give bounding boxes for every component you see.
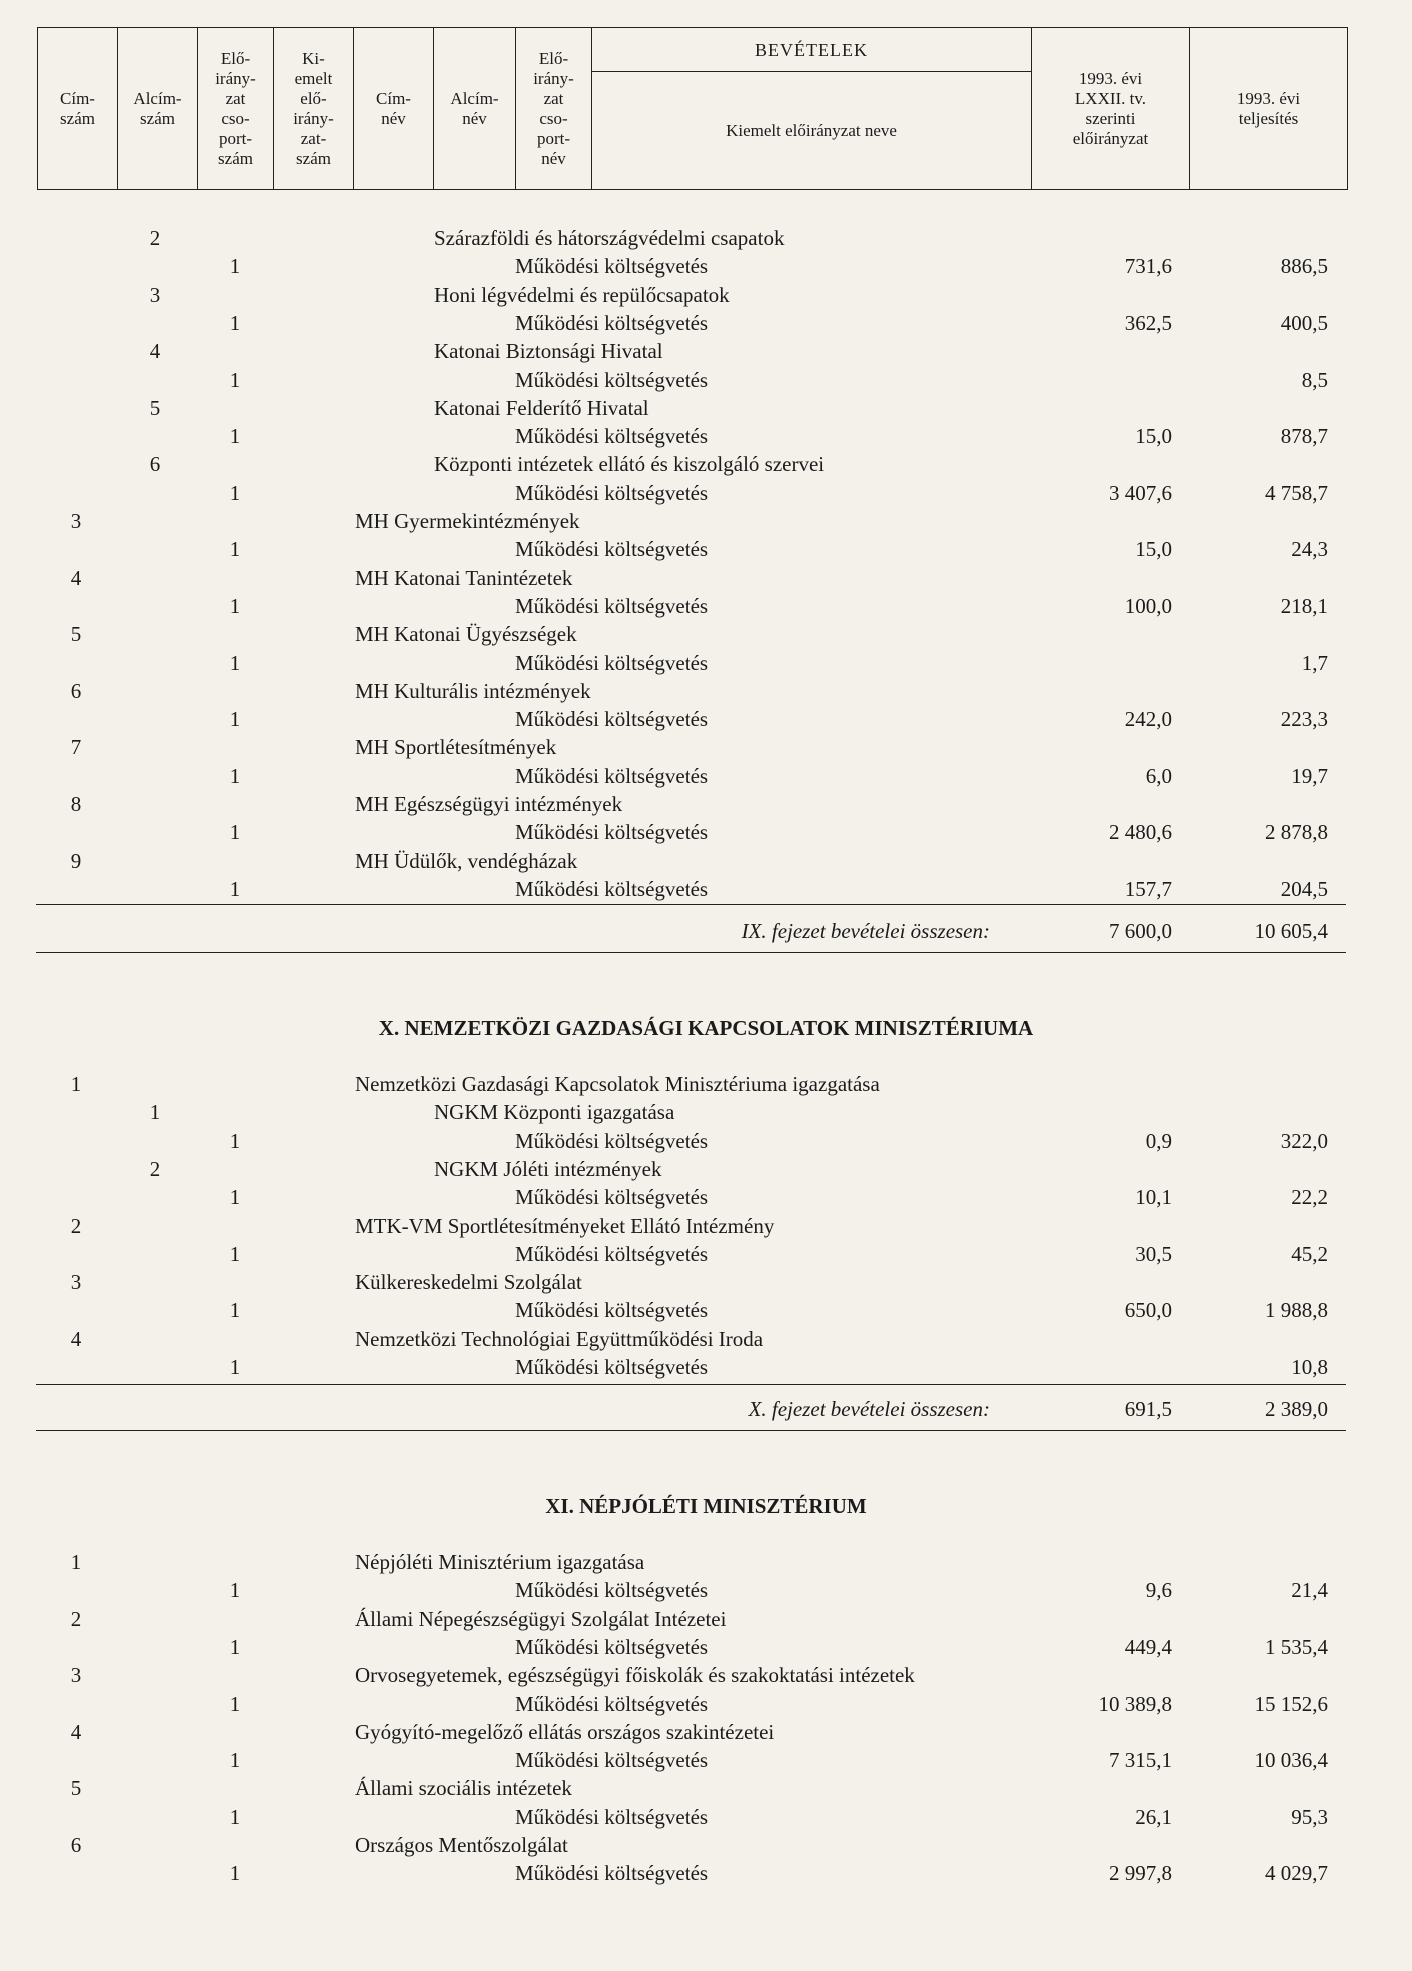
eloiranyzat-value: 2 997,8 [1109,1861,1172,1886]
cim-szam-cell: 5 [70,622,82,647]
teljesites-value: 45,2 [1291,1241,1328,1266]
eloiranyzat-value: 2 480,6 [1109,820,1172,845]
table-row [0,847,1412,875]
table-row [0,535,1412,563]
divider-line [36,952,1346,953]
header-cim-nev: Cím- név [354,28,434,190]
eloiranyzat-szam-cell: 1 [229,367,241,392]
name-cell: MH Kulturális intézmények [355,678,591,703]
cim-szam-cell: 1 [70,1550,82,1574]
teljesites-value: 10,8 [1291,1355,1328,1379]
name-cell: Működési költségvetés [515,310,709,335]
eloiranyzat-szam-cell: 1 [229,1128,241,1153]
table-row [0,620,1412,648]
eloiranyzat-value: 0,9 [1145,1128,1172,1153]
name-cell: MTK-VM Sportlétesítményeket Ellátó Intézmény [355,1213,775,1238]
header-eloiranyzat-csoport-szam: Elő- irány- zat cso- port- szám [198,28,274,190]
header-alcim-nev: Alcím- név [434,28,516,190]
table-row [0,1098,1412,1126]
name-cell: Működési költségvetés [515,820,709,845]
table-row [0,564,1412,592]
eloiranyzat-szam-cell: 1 [229,1634,241,1659]
table-row [0,479,1412,507]
cim-szam-cell: 7 [70,735,82,760]
teljesites-value: 322,0 [1280,1128,1328,1153]
cim-szam-cell: 3 [70,1270,82,1295]
cim-szam-cell: 4 [70,1719,82,1744]
name-cell: Honi légvédelmi és repülőcsapatok [434,282,730,307]
eloiranyzat-szam-cell: 1 [229,537,241,562]
alcim-szam-cell: 1 [149,1100,161,1125]
cim-szam-cell: 9 [70,848,82,873]
table-row [0,224,1412,252]
alcim-szam-cell: 6 [149,452,161,477]
table-row [0,252,1412,280]
name-cell: Működési költségvetés [515,254,709,279]
total-eloiranyzat: 691,5 [1124,1397,1172,1421]
name-cell: Működési költségvetés [515,1355,709,1379]
table-row [0,875,1412,903]
section-title-xi: XI. NÉPJÓLÉTI MINISZTÉRIUM [545,1494,867,1518]
name-cell: Működési költségvetés [515,763,709,788]
teljesites-value: 15 152,6 [1254,1691,1328,1716]
eloiranyzat-value: 30,5 [1135,1241,1172,1266]
table-row [0,1325,1412,1353]
name-cell: NGKM Központi igazgatása [434,1100,675,1125]
teljesites-value: 19,7 [1291,763,1328,788]
divider-line [36,904,1346,905]
table-row [0,1746,1412,1774]
teljesites-value: 1 988,8 [1265,1298,1328,1323]
divider-line [36,1430,1346,1431]
table-row [0,818,1412,846]
name-cell: Működési költségvetés [515,1128,709,1153]
alcim-szam-cell: 2 [149,226,161,250]
name-cell: MH Üdülők, vendégházak [355,848,578,873]
name-cell: Katonai Felderítő Hivatal [434,395,649,420]
eloiranyzat-szam-cell: 1 [229,1804,241,1829]
table-row [0,677,1412,705]
header-eloiranyzat-1993: 1993. évi LXXII. tv. szerinti előirányzat [1032,28,1190,190]
teljesites-value: 1 535,4 [1265,1634,1328,1659]
name-cell: Működési költségvetés [515,537,709,562]
table-row [0,649,1412,677]
teljesites-value: 10 036,4 [1254,1748,1328,1773]
eloiranyzat-value: 242,0 [1124,707,1172,732]
header-cim-szam: Cím- szám [38,28,118,190]
eloiranyzat-szam-cell: 1 [229,1185,241,1210]
cim-szam-cell: 4 [70,565,82,590]
eloiranyzat-value: 9,6 [1145,1578,1172,1603]
total-label: IX. fejezet bevételei összesen: [741,919,990,943]
table-row [0,507,1412,535]
name-cell: Működési költségvetés [515,424,709,449]
eloiranyzat-szam-cell: 1 [229,1355,241,1379]
table-row [0,1633,1412,1661]
name-cell: Szárazföldi és hátországvédelmi csapatok [434,226,785,250]
teljesites-value: 204,5 [1280,876,1328,901]
eloiranyzat-szam-cell: 1 [229,1748,241,1773]
eloiranyzat-szam-cell: 1 [229,1298,241,1323]
header-alcim-szam: Alcím- szám [118,28,198,190]
section-title-x: X. NEMZETKÖZI GAZDASÁGI KAPCSOLATOK MINISZTÉRIUMA [378,1016,1034,1040]
teljesites-value: 21,4 [1291,1578,1328,1603]
name-cell: Működési költségvetés [515,1748,709,1773]
header-kiemelt-nev: Kiemelt előirányzat neve [592,72,1032,190]
eloiranyzat-value: 157,7 [1124,876,1172,901]
name-cell: Orvosegyetemek, egészségügyi főiskolák és szakoktatási intézetek [355,1663,915,1688]
eloiranyzat-value: 26,1 [1135,1804,1172,1829]
name-cell: Katonai Biztonsági Hivatal [434,339,663,364]
table-row [0,1353,1412,1381]
alcim-szam-cell: 4 [149,339,161,364]
table-row [0,733,1412,761]
cim-szam-cell: 5 [70,1776,82,1801]
eloiranyzat-value: 10 389,8 [1098,1691,1172,1716]
eloiranyzat-szam-cell: 1 [229,593,241,618]
table-row [0,1212,1412,1240]
eloiranyzat-szam-cell: 1 [229,1578,241,1603]
column-header-table [37,27,1348,190]
table-row [0,1296,1412,1324]
name-cell: MH Sportlétesítmények [355,735,557,760]
cim-szam-cell: 1 [70,1072,82,1096]
teljesites-value: 1,7 [1301,650,1328,675]
table-row [0,1605,1412,1633]
name-cell: Gyógyító-megelőző ellátás országos szakintézetei [355,1719,775,1744]
name-cell: Működési költségvetés [515,1634,709,1659]
cim-szam-cell: 2 [70,1606,82,1631]
teljesites-value: 2 878,8 [1265,820,1328,845]
header-bevetelek: BEVÉTELEK [592,28,1032,72]
table-row [0,422,1412,450]
name-cell: Működési költségvetés [515,707,709,732]
name-cell: Működési költségvetés [515,1861,709,1886]
teljesites-value: 878,7 [1280,424,1328,449]
table-row [0,450,1412,478]
name-cell: MH Egészségügyi intézmények [355,792,623,816]
eloiranyzat-value: 15,0 [1135,424,1172,449]
total-eloiranyzat: 7 600,0 [1109,919,1172,943]
teljesites-value: 886,5 [1280,254,1328,279]
eloiranyzat-value: 650,0 [1124,1298,1172,1323]
table-row [0,1576,1412,1604]
eloiranyzat-szam-cell: 1 [229,763,241,788]
total-row-x [0,1395,1412,1423]
table-row [0,1240,1412,1268]
name-cell: Nemzetközi Technológiai Együttműködési Iroda [355,1326,764,1351]
table-row [0,1831,1412,1859]
table-row [0,309,1412,337]
eloiranyzat-szam-cell: 1 [229,650,241,675]
total-teljesites: 10 605,4 [1254,919,1328,943]
name-cell: Állami Népegészségügyi Szolgálat Intézetei [355,1606,727,1631]
name-cell: MH Gyermekintézmények [355,509,580,533]
eloiranyzat-szam-cell: 1 [229,1691,241,1716]
teljesites-value: 95,3 [1291,1804,1328,1829]
eloiranyzat-value: 100,0 [1124,593,1172,618]
name-cell: Működési költségvetés [515,1578,709,1603]
alcim-szam-cell: 3 [149,282,161,307]
cim-szam-cell: 3 [70,1663,82,1688]
table-row [0,1661,1412,1689]
table-row [0,366,1412,394]
eloiranyzat-szam-cell: 1 [229,424,241,449]
eloiranyzat-value: 362,5 [1124,310,1172,335]
eloiranyzat-value: 10,1 [1135,1185,1172,1210]
name-cell: Működési költségvetés [515,1241,709,1266]
table-row [0,1268,1412,1296]
name-cell: Országos Mentőszolgálat [355,1833,568,1857]
divider-line [36,1384,1346,1385]
name-cell: Nemzetközi Gazdasági Kapcsolatok Minisztériuma igazgatása [355,1072,880,1096]
name-cell: Működési költségvetés [515,1691,709,1716]
teljesites-value: 4 758,7 [1265,480,1328,505]
name-cell: Működési költségvetés [515,593,709,618]
alcim-szam-cell: 2 [149,1156,161,1181]
name-cell: Működési költségvetés [515,650,709,675]
eloiranyzat-szam-cell: 1 [229,310,241,335]
table-row [0,1548,1412,1576]
eloiranyzat-szam-cell: 1 [229,480,241,505]
cim-szam-cell: 3 [70,509,82,533]
table-row [0,1859,1412,1887]
teljesites-value: 223,3 [1280,707,1328,732]
alcim-szam-cell: 5 [149,395,161,420]
name-cell: Működési költségvetés [515,367,709,392]
table-row [0,705,1412,733]
teljesites-value: 218,1 [1280,593,1328,618]
name-cell: Központi intézetek ellátó és kiszolgáló szervei [434,452,825,477]
table-row [0,790,1412,818]
eloiranyzat-szam-cell: 1 [229,1861,241,1886]
header-kiemelt-eloiranyzat-szam: Ki- emelt elő- irány- zat- szám [274,28,354,190]
teljesites-value: 400,5 [1280,310,1328,335]
eloiranyzat-value: 6,0 [1145,763,1172,788]
cim-szam-cell: 6 [70,1833,82,1857]
table-row [0,1718,1412,1746]
eloiranyzat-value: 7 315,1 [1109,1748,1172,1773]
table-row [0,1803,1412,1831]
table-row [0,1155,1412,1183]
cim-szam-cell: 8 [70,792,82,816]
table-row [0,1690,1412,1718]
teljesites-value: 22,2 [1291,1185,1328,1210]
eloiranyzat-value: 449,4 [1124,1634,1172,1659]
name-cell: Működési költségvetés [515,1185,709,1210]
teljesites-value: 24,3 [1291,537,1328,562]
eloiranyzat-szam-cell: 1 [229,1241,241,1266]
table-row [0,1183,1412,1211]
table-row [0,337,1412,365]
eloiranyzat-value: 15,0 [1135,537,1172,562]
table-row [0,592,1412,620]
table-row [0,1070,1412,1098]
eloiranyzat-value: 3 407,6 [1109,480,1172,505]
name-cell: NGKM Jóléti intézmények [434,1156,662,1181]
total-teljesites: 2 389,0 [1265,1397,1328,1421]
name-cell: MH Katonai Ügyészségek [355,622,577,647]
header-eloiranyzat-csoport-nev: Elő- irány- zat cso- port- név [516,28,592,190]
name-cell: Működési költségvetés [515,876,709,901]
eloiranyzat-szam-cell: 1 [229,820,241,845]
name-cell: Külkereskedelmi Szolgálat [355,1270,582,1295]
teljesites-value: 8,5 [1301,367,1328,392]
name-cell: Állami szociális intézetek [355,1776,572,1801]
name-cell: Népjóléti Minisztérium igazgatása [355,1550,645,1574]
teljesites-value: 4 029,7 [1265,1861,1328,1886]
total-row-ix [0,917,1412,945]
eloiranyzat-szam-cell: 1 [229,876,241,901]
name-cell: Működési költségvetés [515,1804,709,1829]
name-cell: Működési költségvetés [515,480,709,505]
table-row [0,394,1412,422]
name-cell: Működési költségvetés [515,1298,709,1323]
table-row [0,1774,1412,1802]
eloiranyzat-value: 731,6 [1124,254,1172,279]
cim-szam-cell: 2 [70,1213,82,1238]
cim-szam-cell: 4 [70,1326,82,1351]
table-row [0,762,1412,790]
name-cell: MH Katonai Tanintézetek [355,565,573,590]
cim-szam-cell: 6 [70,678,82,703]
table-row [0,1127,1412,1155]
eloiranyzat-szam-cell: 1 [229,707,241,732]
table-row [0,281,1412,309]
header-teljesites-1993: 1993. évi teljesítés [1190,28,1348,190]
total-label: X. fejezet bevételei összesen: [748,1397,990,1421]
eloiranyzat-szam-cell: 1 [229,254,241,279]
